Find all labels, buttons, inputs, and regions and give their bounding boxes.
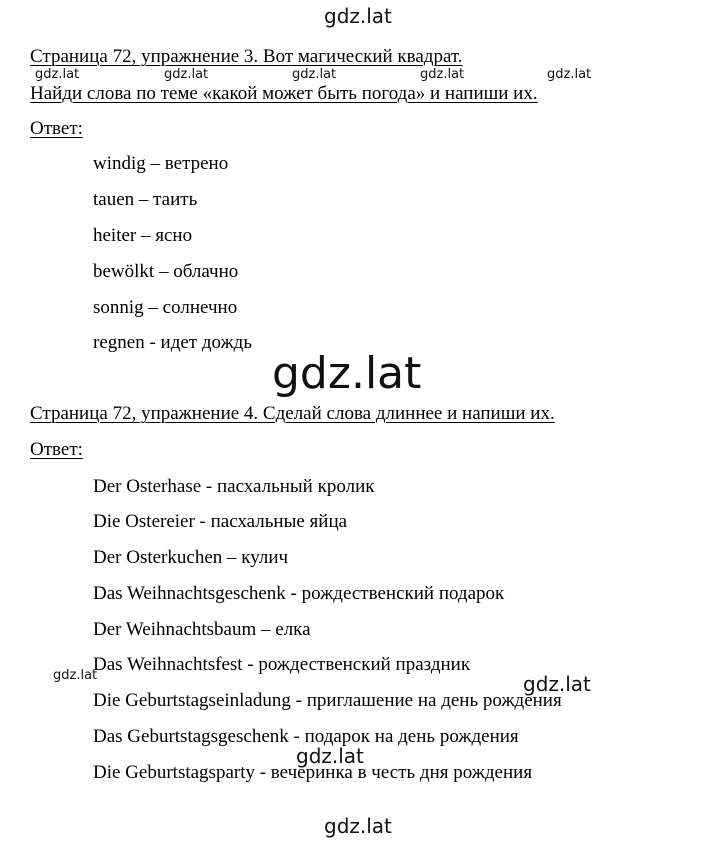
watermark-right-mid: gdz.lat xyxy=(523,672,591,696)
exercise4-item-weihnachtsgeschenk: Das Weihnachtsgeschenk - рождественский подарок xyxy=(93,583,505,604)
watermark-row-1: gdz.lat xyxy=(35,67,80,82)
exercise4-item-osterkuchen: Der Osterkuchen – кулич xyxy=(93,547,289,568)
exercise3-answer-label: Ответ: xyxy=(30,118,83,139)
exercise4-item-geburtstagseinladung: Die Geburtstagseinladung - приглашение на день рождения xyxy=(93,690,562,711)
exercise3-title-line2: Найди слова по теме «какой может быть погода» и напиши их. xyxy=(30,83,538,104)
watermark-center-low: gdz.lat xyxy=(296,744,364,768)
exercise3-item-regnen: regnen - идет дождь xyxy=(93,332,252,353)
watermark-bottom: gdz.lat xyxy=(324,814,392,838)
exercise4-item-geburtstagsgeschenk: Das Geburtstagsgeschenk - подарок на день рождения xyxy=(93,726,519,747)
exercise3-item-tauen: tauen – таить xyxy=(93,189,198,210)
watermark-left-mid: gdz.lat xyxy=(53,668,98,683)
exercise4-item-weihnachtsfest: Das Weihnachtsfest - рождественский праздник xyxy=(93,654,471,675)
exercise4-title: Страница 72, упражнение 4. Сделай слова длиннее и напиши их. xyxy=(30,403,555,424)
watermark-top: gdz.lat xyxy=(324,4,392,28)
watermark-row-4: gdz.lat xyxy=(420,67,465,82)
exercise4-answer-label: Ответ: xyxy=(30,439,83,460)
exercise3-title-line1: Страница 72, упражнение 3. Вот магический квадрат. xyxy=(30,46,463,67)
watermark-row-2: gdz.lat xyxy=(164,67,209,82)
exercise4-item-weihnachtsbaum: Der Weihnachtsbaum – елка xyxy=(93,619,311,640)
exercise4-item-geburtstagsparty: Die Geburtstagsparty - вечеринка в честь дня рождения xyxy=(93,762,533,783)
exercise3-item-bewoelkt: bewölkt – облачно xyxy=(93,261,239,282)
exercise4-item-ostereier: Die Ostereier - пасхальные яйца xyxy=(93,511,348,532)
exercise4-item-osterhase: Der Osterhase - пасхальный кролик xyxy=(93,476,375,497)
watermark-row-3: gdz.lat xyxy=(292,67,337,82)
exercise3-item-windig: windig – ветрено xyxy=(93,153,229,174)
exercise3-item-sonnig: sonnig – солнечно xyxy=(93,297,238,318)
exercise3-item-heiter: heiter – ясно xyxy=(93,225,193,246)
watermark-row-5: gdz.lat xyxy=(547,67,592,82)
watermark-big: gdz.lat xyxy=(272,348,422,399)
